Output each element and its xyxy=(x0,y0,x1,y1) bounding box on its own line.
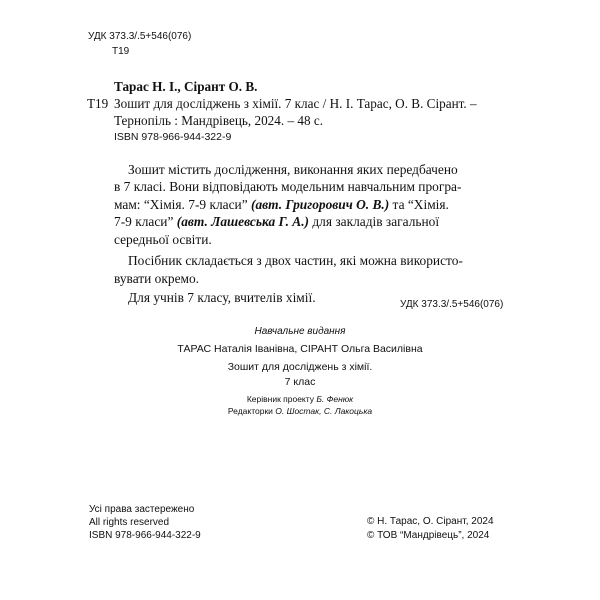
bib-code: Т19 xyxy=(87,96,109,111)
imprint-authors: ТАРАС Наталія Іванівна, СІРАНТ Ольга Василівна xyxy=(177,343,423,355)
annotation-line: Для учнів 7 класу, вчителів хімії. xyxy=(128,290,316,305)
annotation-line: середньої освіти. xyxy=(114,232,212,247)
annotation-line: в 7 класі. Вони відповідають модельним навчальним програ- xyxy=(114,179,462,194)
bib-authors: Тарас Н. І., Сірант О. В. xyxy=(114,79,258,94)
imprint-manager: Керівник проекту Б. Фенюк xyxy=(246,394,354,404)
edition-type: Навчальне видання xyxy=(254,326,346,337)
bib-line2: Тернопіль : Мандрівець, 2024. – 48 с. xyxy=(114,113,323,128)
imprint-grade: 7 клас xyxy=(284,376,316,388)
annotation-line: Посібник складається з двох частин, які можна використо- xyxy=(128,253,463,268)
bib-line1: Зошит для досліджень з хімії. 7 клас / Н. І. Тарас, О. В. Сірант. – xyxy=(114,96,477,111)
rights-en: All rights reserved xyxy=(89,517,170,528)
udk-right: УДК 373.3/.5+546(076) xyxy=(400,299,504,310)
copyright-publisher: © ТОВ “Мандрівець”, 2024 xyxy=(367,530,490,541)
annotation-line: 7-9 класи” (авт. Лашевська Г. А.) для закладів загальної xyxy=(114,214,440,229)
annotation-line: мам: “Хімія. 7-9 класи” (авт. Григорович О. В.) та “Хімія. xyxy=(114,197,449,212)
annotation-line: вувати окремо. xyxy=(114,271,200,286)
annotation-line: Зошит містить дослідження, виконання яких передбачено xyxy=(128,162,458,177)
rights-ua: Усі права застережено xyxy=(89,504,195,515)
imprint-title: Зошит для досліджень з хімії. xyxy=(227,361,373,373)
catalog-code-header: Т19 xyxy=(112,46,130,57)
udk-header: УДК 373.3/.5+546(076) xyxy=(88,31,192,42)
copyright-authors: © Н. Тарас, О. Сірант, 2024 xyxy=(367,516,494,527)
bib-isbn: ISBN 978-966-944-322-9 xyxy=(114,131,232,143)
footer-isbn: ISBN 978-966-944-322-9 xyxy=(89,530,201,541)
imprint-editors: Редакторки О. Шостак, С. Лакоцька xyxy=(227,406,373,416)
